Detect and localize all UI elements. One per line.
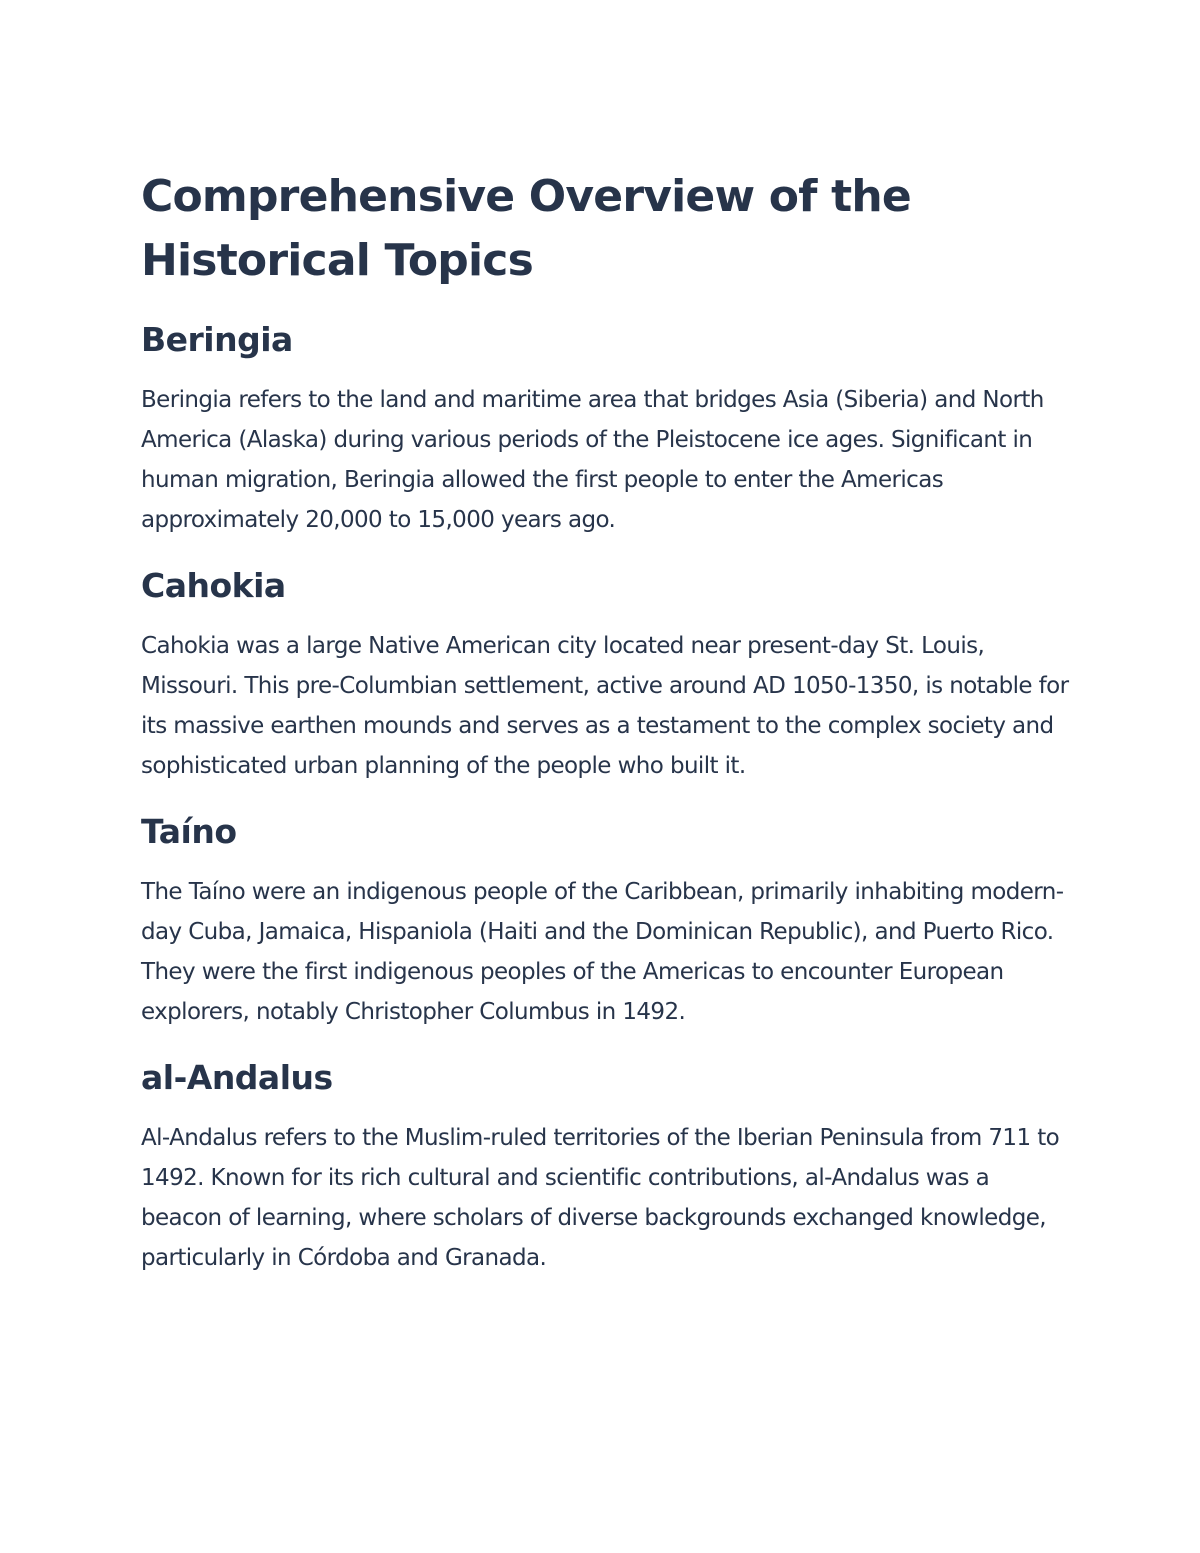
section-body: Cahokia was a large Native American city located near present-day St. Louis, Missouri. This pre-Columbian settlement, active around AD 1050-1350, is notable for its massive earthen mounds and serves as a testament to the complex society and sophisticated urban planning of the people who built it.: [141, 633, 1069, 779]
document-title: Comprehensive Overview of the Historical Topics: [141, 171, 911, 286]
section-body: Al-Andalus refers to the Muslim-ruled territories of the Iberian Peninsula from 711 to 1492. Known for its rich cultural and scientific contributions, al-Andalus was a beacon of learning, where scholars of diverse backgrounds exchanged knowledge, particularly in Córdoba and Granada.: [141, 1125, 1060, 1271]
section-cahokia: [141, 562, 1071, 786]
section-al-andalus: [141, 1054, 1071, 1278]
section-heading: Cahokia: [141, 566, 286, 605]
section-heading: Taíno: [141, 812, 237, 851]
section-body: The Taíno were an indigenous people of the Caribbean, primarily inhabiting modern-day Cuba, Jamaica, Hispaniola (Haiti and the Dominican Republic), and Puerto Rico. They were the first indigenous peoples of the Americas to encounter European explorers, notably Christopher Columbus in 1492.: [141, 879, 1064, 1025]
section-taino: [141, 808, 1071, 1032]
section-body: Beringia refers to the land and maritime area that bridges Asia (Siberia) and North America (Alaska) during various periods of the Pleistocene ice ages. Significant in human migration, Beringia allowed the first people to enter the Americas approximately 20,000 to 15,000 years ago.: [141, 387, 1044, 533]
section-beringia: [141, 316, 1071, 540]
section-heading: al-Andalus: [141, 1058, 333, 1097]
section-heading: Beringia: [141, 320, 293, 359]
document-page: [141, 165, 1071, 1300]
